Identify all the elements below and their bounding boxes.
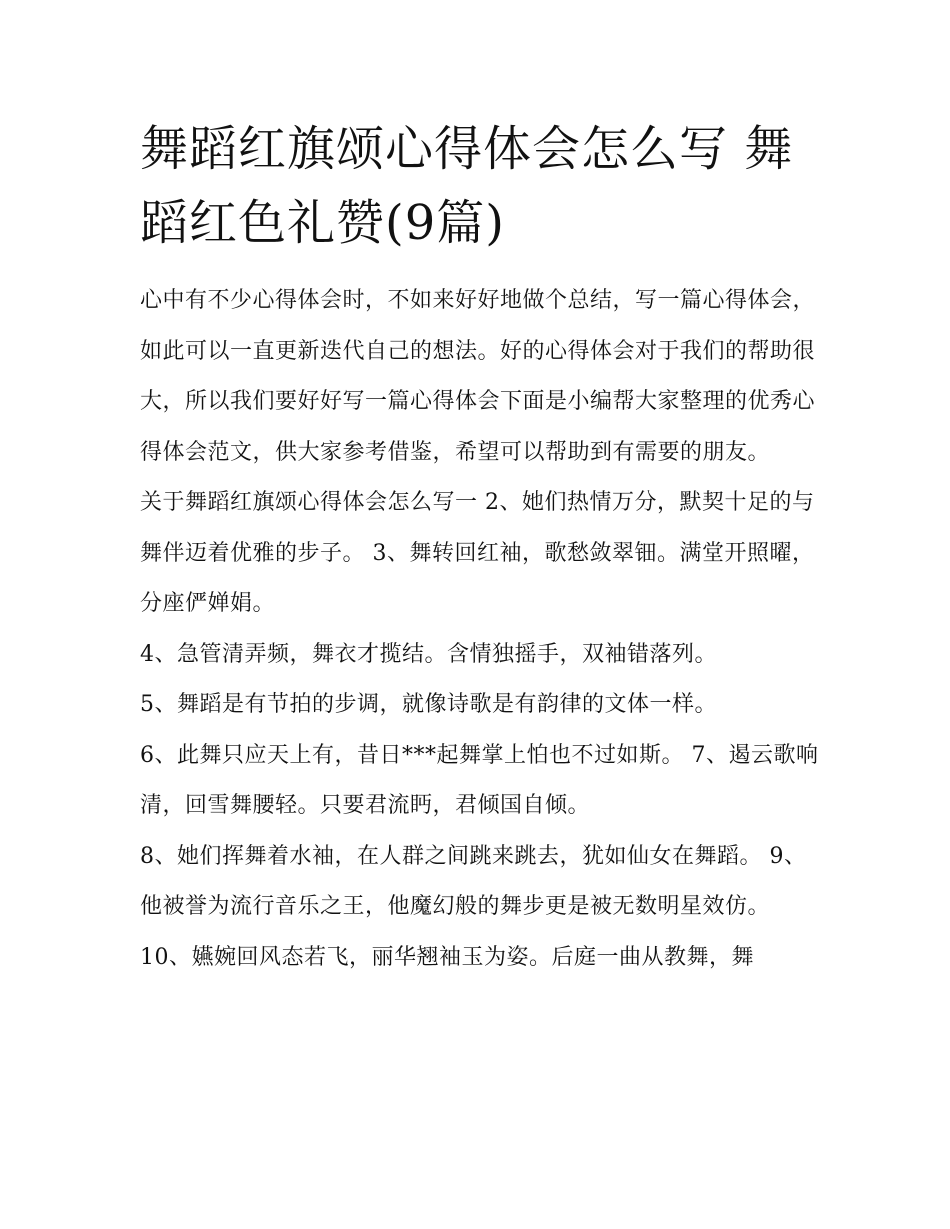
- paragraph-item-4: 4、急管清弄频，舞衣才揽结。含情独摇手，双袖错落列。: [140, 641, 717, 667]
- paragraph-item-8-9: 8、她们挥舞着水袖，在人群之间跳来跳去，犹如仙女在舞蹈。 9、他被誉为流行音乐之王，他魔幻般的舞步更是被无数明星效仿。: [140, 843, 807, 919]
- paragraph-item-2-3: 关于舞蹈红旗颂心得体会怎么写一 2、她们热情万分，默契十足的与舞伴迈着优雅的步子。 3、舞转回红袖，歌愁敛翠钿。满堂开照曜，分座俨婵娟。: [140, 490, 815, 616]
- document-body: [140, 276, 820, 983]
- paragraph-item-6-7: 6、此舞只应天上有，昔日***起舞掌上怕也不过如斯。 7、遏云歌响清，回雪舞腰轻。只要君流眄，君倾国自倾。: [140, 742, 819, 818]
- paragraph-item-5: 5、舞蹈是有节拍的步调，就像诗歌是有韵律的文体一样。: [140, 692, 717, 717]
- paragraph-intro: 心中有不少心得体会时，不如来好好地做个总结，写一篇心得体会，如此可以一直更新迭代自己的想法。好的心得体会对于我们的帮助很大，所以我们要好好写一篇心得体会下面是小编帮大家整理的优秀心得体会范文，供大家参考借鉴，希望可以帮助到有需要的朋友。: [140, 288, 816, 465]
- document-title: 舞蹈红旗颂心得体会怎么写 舞蹈红色礼赞(9篇): [140, 121, 794, 251]
- paragraph-item-10: 10、嬿婉回风态若飞，丽华翘袖玉为姿。后庭一曲从教舞，舞: [140, 944, 754, 970]
